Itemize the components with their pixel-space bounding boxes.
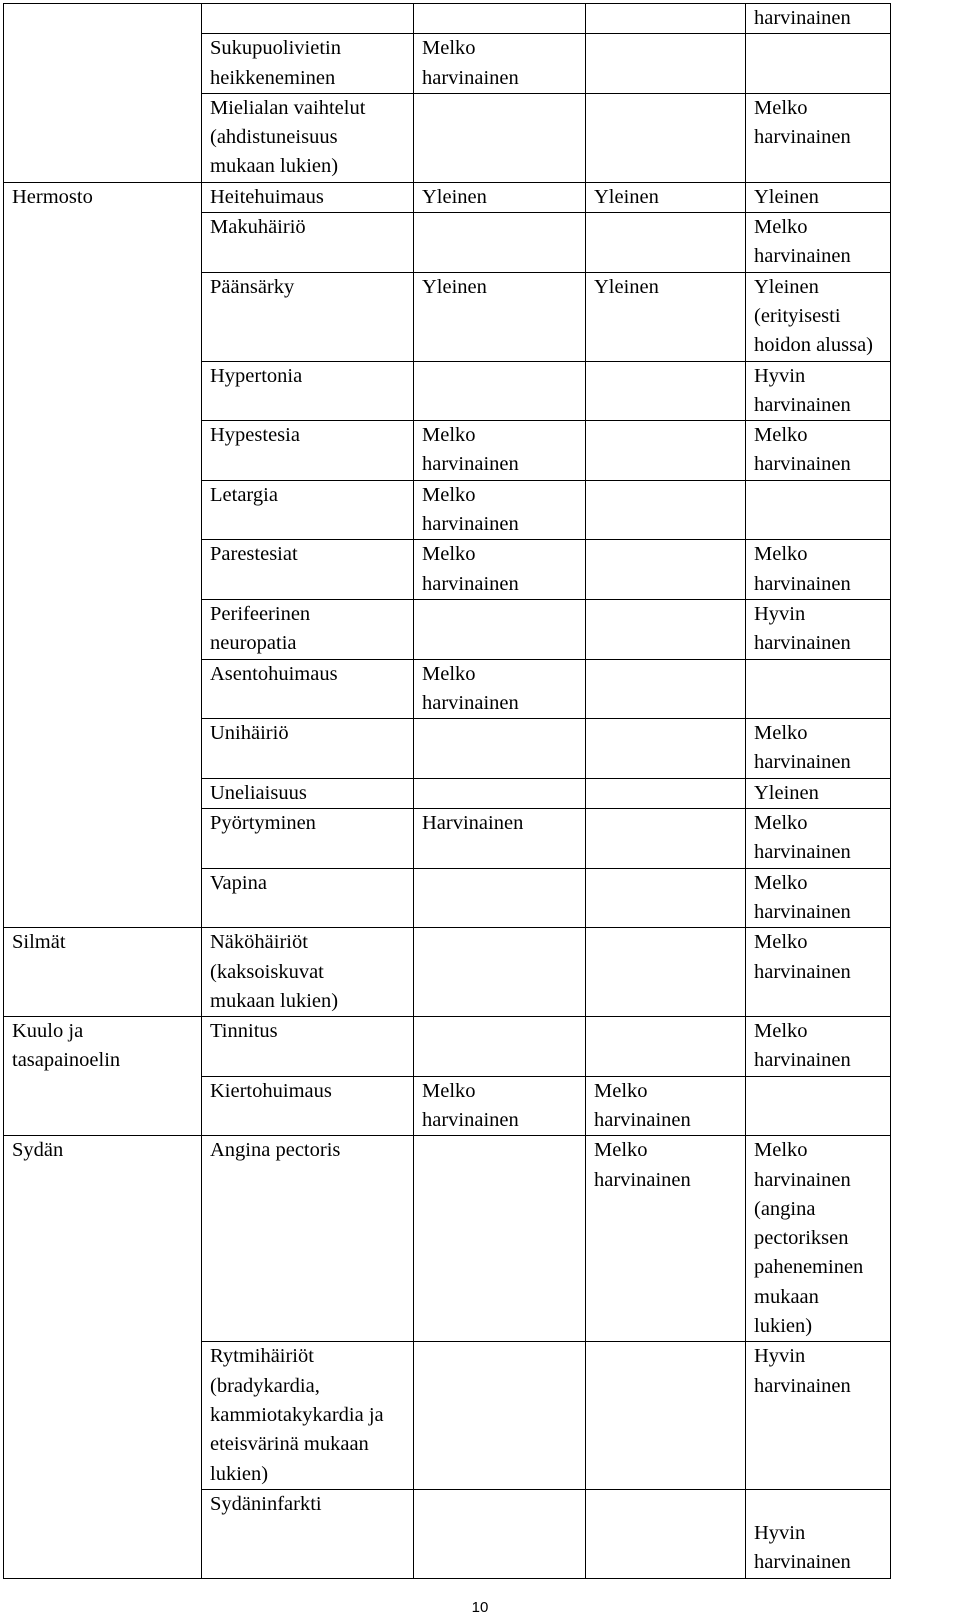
adverse-effect-cell: Päänsärky	[202, 272, 414, 361]
adverse-effect-cell: Uneliaisuus	[202, 778, 414, 808]
adverse-effect-cell: Tinnitus	[202, 1017, 414, 1077]
frequency-cell	[414, 1489, 586, 1578]
adverse-effect-cell: Unihäiriö	[202, 719, 414, 779]
frequency-cell: Yleinen	[746, 182, 891, 212]
organ-class-cell: Silmät	[4, 928, 202, 1017]
table-row	[4, 4, 891, 34]
frequency-cell: Harvinainen	[414, 809, 586, 869]
adverse-effect-cell: Heitehuimaus	[202, 182, 414, 212]
adverse-effect-cell: Perifeerinen neuropatia	[202, 599, 414, 659]
adverse-effect-cell: Mielialan vaihtelut (ahdistuneisuus mukaan lukien)	[202, 93, 414, 182]
frequency-cell	[586, 480, 746, 540]
frequency-cell	[586, 659, 746, 719]
frequency-cell	[414, 361, 586, 421]
frequency-cell: Melko harvinainen	[414, 34, 586, 94]
frequency-cell: Melko harvinainen	[414, 421, 586, 481]
frequency-cell: Hyvin harvinainen	[746, 361, 891, 421]
frequency-cell: Melko harvinainen	[746, 809, 891, 869]
frequency-cell: Melko harvinainen	[746, 93, 891, 182]
adverse-effect-cell: Näköhäiriöt (kaksoiskuvat mukaan lukien)	[202, 928, 414, 1017]
adverse-effect-cell: Pyörtyminen	[202, 809, 414, 869]
frequency-cell	[414, 868, 586, 928]
frequency-cell	[586, 928, 746, 1017]
frequency-cell	[414, 1017, 586, 1077]
frequency-cell	[586, 540, 746, 600]
frequency-cell	[746, 659, 891, 719]
frequency-cell: Melko harvinainen (angina pectoriksen paheneminen mukaan lukien)	[746, 1136, 891, 1342]
frequency-cell: Melko harvinainen	[746, 868, 891, 928]
frequency-cell: Melko harvinainen	[746, 928, 891, 1017]
adverse-effect-cell: Hypertonia	[202, 361, 414, 421]
adverse-effect-cell: Sukupuolivietin heikkeneminen	[202, 34, 414, 94]
frequency-cell	[414, 213, 586, 273]
frequency-cell: Melko harvinainen	[414, 1076, 586, 1136]
frequency-cell	[586, 421, 746, 481]
frequency-cell: Melko harvinainen	[414, 659, 586, 719]
frequency-cell	[586, 4, 746, 34]
adverse-effect-cell: Hypestesia	[202, 421, 414, 481]
frequency-cell	[746, 1076, 891, 1136]
frequency-cell	[586, 868, 746, 928]
frequency-cell	[586, 599, 746, 659]
frequency-cell: Yleinen	[414, 272, 586, 361]
frequency-cell: Yleinen	[586, 272, 746, 361]
organ-class-cell: Sydän	[4, 1136, 202, 1579]
adverse-effects-table	[3, 3, 891, 1579]
frequency-cell	[586, 93, 746, 182]
frequency-cell	[746, 34, 891, 94]
adverse-effect-cell: Sydäninfarkti	[202, 1489, 414, 1578]
frequency-cell: harvinainen	[746, 4, 891, 34]
adverse-effect-cell: Makuhäiriö	[202, 213, 414, 273]
frequency-cell: Melko harvinainen	[586, 1076, 746, 1136]
frequency-cell	[586, 1017, 746, 1077]
adverse-effect-cell: Letargia	[202, 480, 414, 540]
frequency-cell	[414, 93, 586, 182]
frequency-cell: Melko harvinainen	[746, 1017, 891, 1077]
frequency-cell	[586, 809, 746, 869]
frequency-cell: Melko harvinainen	[746, 540, 891, 600]
adverse-effect-cell	[202, 4, 414, 34]
frequency-cell: Yleinen	[586, 182, 746, 212]
frequency-cell	[414, 1342, 586, 1489]
frequency-cell: Hyvin harvinainen	[746, 1342, 891, 1489]
frequency-cell	[746, 480, 891, 540]
organ-class-cell	[4, 4, 202, 183]
table-row	[4, 1017, 891, 1077]
table-row	[4, 182, 891, 212]
frequency-cell: Hyvin harvinainen	[746, 599, 891, 659]
frequency-cell: Hyvin harvinainen	[746, 1489, 891, 1578]
frequency-cell	[586, 719, 746, 779]
organ-class-cell: Hermosto	[4, 182, 202, 927]
adverse-effect-cell: Vapina	[202, 868, 414, 928]
frequency-cell	[414, 928, 586, 1017]
adverse-effect-cell: Rytmihäiriöt (bradykardia, kammiotakykardia ja eteisvärinä mukaan lukien)	[202, 1342, 414, 1489]
frequency-cell	[414, 719, 586, 779]
frequency-cell: Melko harvinainen	[746, 421, 891, 481]
frequency-cell: Melko harvinainen	[414, 480, 586, 540]
table-row	[4, 1136, 891, 1342]
frequency-cell: Yleinen (erityisesti hoidon alussa)	[746, 272, 891, 361]
frequency-cell	[414, 1136, 586, 1342]
frequency-cell: Melko harvinainen	[586, 1136, 746, 1342]
organ-class-cell: Kuulo ja tasapainoelin	[4, 1017, 202, 1136]
frequency-cell	[586, 1489, 746, 1578]
page-number: 10	[471, 1599, 489, 1616]
frequency-cell: Melko harvinainen	[414, 540, 586, 600]
frequency-cell: Melko harvinainen	[746, 213, 891, 273]
frequency-cell	[414, 778, 586, 808]
frequency-cell	[586, 34, 746, 94]
adverse-effect-cell: Kiertohuimaus	[202, 1076, 414, 1136]
adverse-effect-cell: Asentohuimaus	[202, 659, 414, 719]
frequency-cell: Melko harvinainen	[746, 719, 891, 779]
adverse-effect-cell: Parestesiat	[202, 540, 414, 600]
frequency-cell: Yleinen	[746, 778, 891, 808]
table-row	[4, 928, 891, 1017]
adverse-effect-cell: Angina pectoris	[202, 1136, 414, 1342]
frequency-cell	[414, 4, 586, 34]
frequency-cell	[586, 1342, 746, 1489]
frequency-cell	[586, 213, 746, 273]
frequency-cell: Yleinen	[414, 182, 586, 212]
frequency-cell	[586, 778, 746, 808]
frequency-cell	[414, 599, 586, 659]
frequency-cell	[586, 361, 746, 421]
